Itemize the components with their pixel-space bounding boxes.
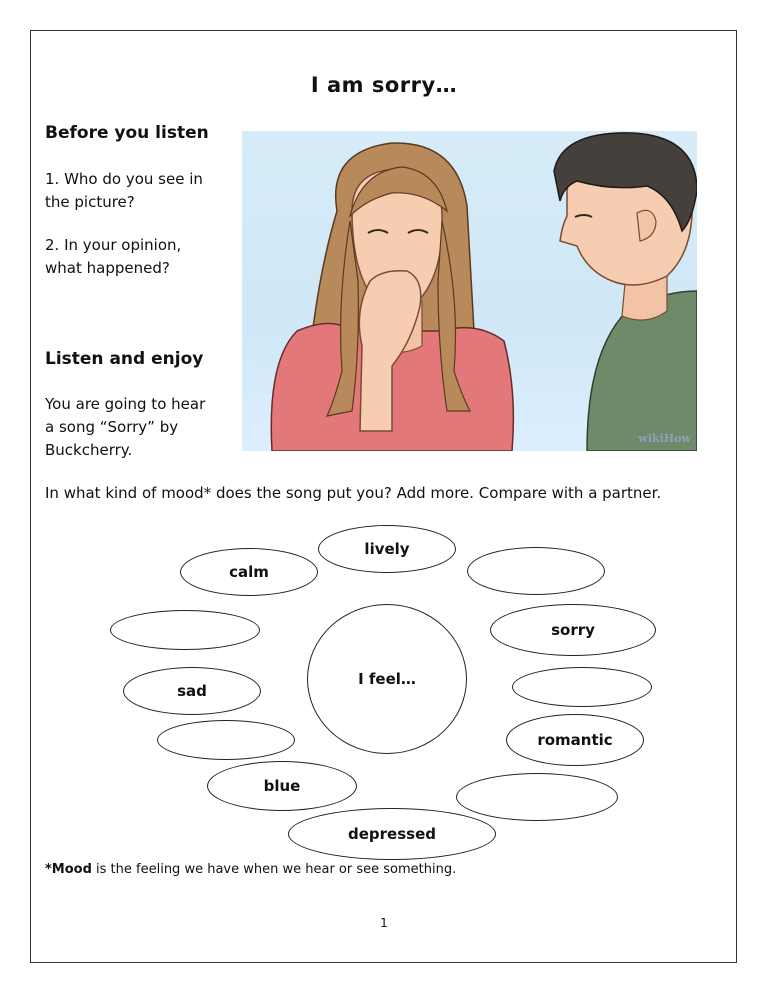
bubble-calm[interactable]: calm	[180, 548, 318, 596]
bubble-empty-1[interactable]	[467, 547, 605, 595]
bubble-lively[interactable]: lively	[318, 525, 456, 573]
footnote-term: *Mood	[45, 862, 92, 877]
bubble-empty-2[interactable]	[110, 610, 260, 650]
bubble-romantic[interactable]: romantic	[506, 714, 644, 766]
before-you-listen-heading: Before you listen	[45, 123, 209, 143]
listen-and-enjoy-heading: Listen and enjoy	[45, 349, 204, 369]
listen-line-2: a song “Sorry” by	[45, 418, 179, 436]
worksheet-title: I am sorry…	[310, 73, 458, 97]
bubble-i-feel-center[interactable]: I feel…	[307, 604, 467, 754]
footnote-text: is the feeling we have when we hear or see something.	[91, 862, 457, 877]
bubble-empty-4[interactable]	[157, 720, 295, 760]
listen-text	[45, 393, 205, 462]
bubble-depressed[interactable]: depressed	[288, 808, 496, 860]
bubble-empty-5[interactable]	[456, 773, 618, 821]
couple-drawing	[242, 131, 697, 451]
question-1-line-1: 1. Who do you see in	[45, 170, 203, 188]
question-2-line-2: what happened?	[45, 259, 170, 277]
question-2	[45, 234, 181, 280]
page-number: 1	[380, 916, 388, 930]
listen-line-1: You are going to hear	[45, 395, 206, 413]
bubble-blue[interactable]: blue	[207, 761, 357, 811]
bubble-empty-3[interactable]	[512, 667, 652, 707]
bubble-sad[interactable]: sad	[123, 667, 261, 715]
question-2-line-1: 2. In your opinion,	[45, 236, 182, 254]
footnote	[45, 862, 456, 877]
bubble-sorry[interactable]: sorry	[490, 604, 656, 656]
illustration-couple	[242, 131, 697, 451]
listen-line-3: Buckcherry.	[45, 441, 133, 459]
question-1	[45, 168, 203, 214]
question-1-line-2: the picture?	[45, 193, 135, 211]
wikihow-watermark: wikiHow	[638, 432, 691, 445]
instruction-text: In what kind of mood* does the song put you? Add more. Compare with a partner.	[45, 484, 662, 502]
